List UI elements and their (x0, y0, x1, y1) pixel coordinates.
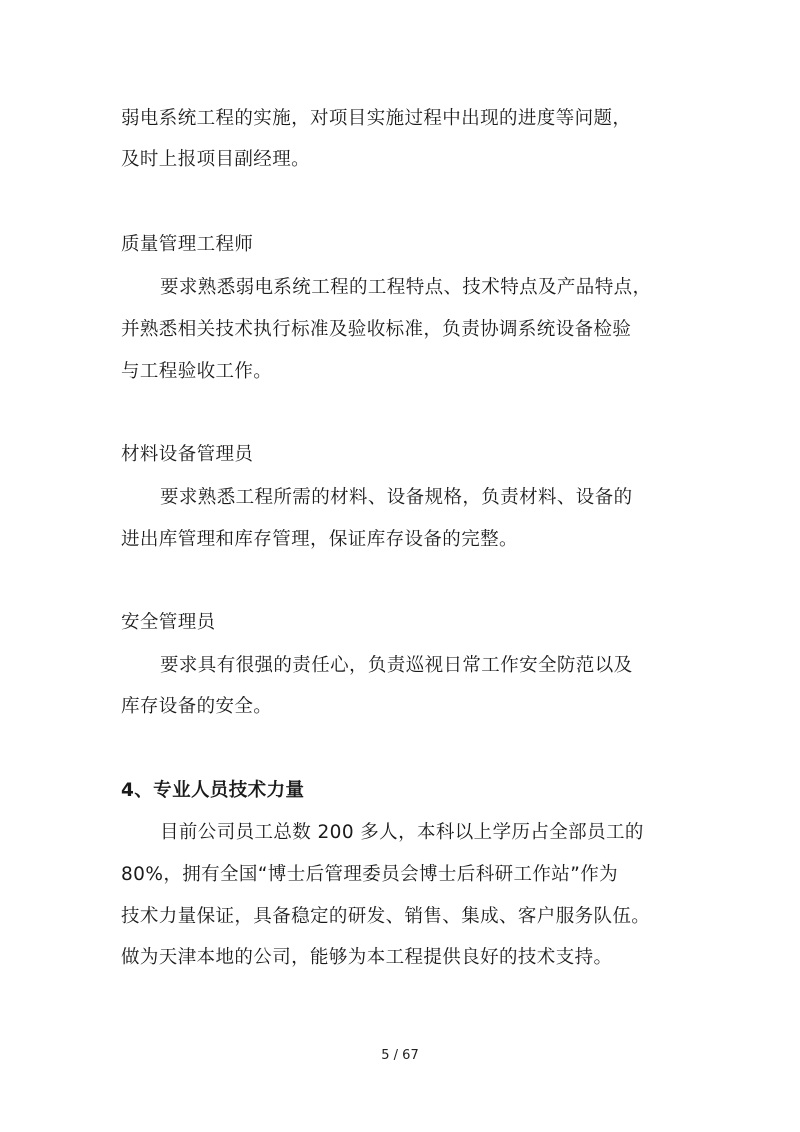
role-heading-quality-engineer: 质量管理工程师 (121, 234, 254, 255)
body-line: 弱电系统工程的实施，对项目实施过程中出现的进度等问题， (121, 108, 632, 129)
body-line: 要求具有很强的责任心，负责巡视日常工作安全防范以及 (160, 655, 633, 676)
body-line: 做为天津本地的公司，能够为本工程提供良好的技术支持。 (121, 947, 613, 968)
body-line: 要求熟悉弱电系统工程的工程特点、技术特点及产品特点， (160, 277, 652, 298)
body-line: 技术力量保证，具备稳定的研发、销售、集成、客户服务队伍。 (121, 906, 651, 927)
body-line: 要求熟悉工程所需的材料、设备规格，负责材料、设备的 (160, 487, 633, 508)
role-heading-materials-manager: 材料设备管理员 (121, 444, 254, 465)
body-line: 进出库管理和库存管理，保证库存设备的完整。 (121, 529, 518, 550)
body-line: 与工程验收工作。 (121, 361, 273, 382)
page-number: 5 / 67 (381, 1048, 419, 1063)
role-heading-safety-manager: 安全管理员 (121, 612, 216, 633)
section-heading-technical-strength: 4、专业人员技术力量 (121, 780, 305, 801)
body-line: 及时上报项目副经理。 (121, 149, 311, 170)
body-line: 并熟悉相关技术执行标准及验收标准，负责协调系统设备检验 (121, 319, 632, 340)
body-line: 库存设备的安全。 (121, 696, 273, 717)
body-line: 目前公司员工总数 200 多人，本科以上学历占全部员工的 (160, 822, 644, 843)
body-line: 80%，拥有全国“博士后管理委员会博士后科研工作站”作为 (121, 864, 618, 885)
